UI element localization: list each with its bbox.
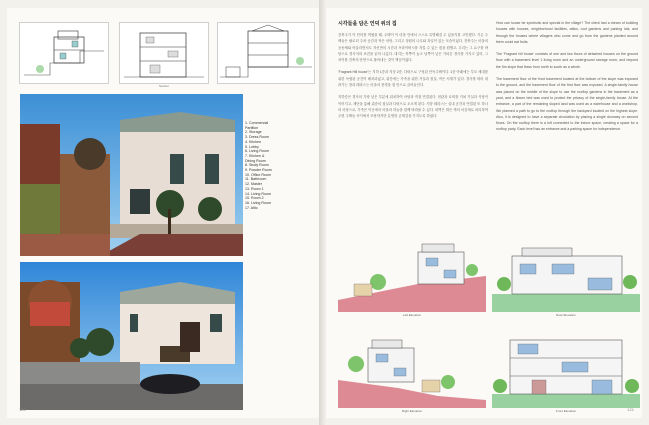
legend-item: 9. Powder Room — [245, 168, 272, 173]
english-body — [496, 20, 638, 139]
left-page — [7, 8, 319, 418]
page-number-right: 121 — [627, 407, 634, 412]
room-legend — [245, 121, 317, 210]
korean-paragraph: 건축주가 이 단어를 꺼냈을 때, 주택이 이 마을 안에서 스스로 특별해질 수 있을지를 고민했다. 기존 주택들은 필로티 주차 공간과 작은 마당, 그리고 정원의 나무와 과일이 있는 모습이었다. 건축주는 마을의 공동체와 어울리면서도 자신만의 시간과 프라이버시를 지킬 수 있는 집을 원했고, 우리는 그 요구를 바탕으로 경사지의 조건을 읽어 나갔다. 대지는 북쪽이 높고 남쪽이 낮은 가파른 경사를 가지고 있어, 그 차이를 건축의 단면으로 풀어내는 것이 핵심이었다. — [338, 33, 488, 63]
english-paragraph: How can house be symbiotic and special in the village? The client had a dream of building houses with houses, neighborhood facilities, attics, roof gardens and parking lots, and through the houses where villagers who come and go from the gardens planted around them could eat fruits. — [496, 21, 638, 44]
legend-item: 14. Living Room — [245, 191, 271, 196]
section-drawing-1 — [19, 22, 109, 84]
legend-item: 8. Study Room — [245, 163, 269, 168]
front-elevation-drawing — [492, 330, 640, 408]
legend-item: Partition — [245, 125, 259, 130]
korean-paragraph: 지하층은 경사의 가장 낮은 부분에 위치하여 마당과 직접 연결된다. 현관과 로비를 거쳐 거실과 식당이 이어지고, 계단을 통해 위층의 침실과 다락으로 오르게 된다. 지붕 테라스는 실내 공간과 연결된 또 하나의 마당으로, 가족은 이곳에서 마을과 하늘을 함께 바라볼 수 있다. 외벽은 밝은 색의 마감재로 처리하여 주변 주택들 사이에서 조용하지만 분명한 존재감을 가지도록 하였다. — [338, 95, 488, 119]
legend-item: 3. Dress Room — [245, 135, 269, 140]
section-caption: Section — [159, 84, 170, 88]
elevation-caption: Left Elevation — [402, 313, 422, 317]
elevation-caption: Right Elevation — [401, 409, 423, 413]
right-elevation-drawing — [338, 330, 486, 408]
page-number-left: 120 — [19, 407, 26, 412]
korean-body — [338, 32, 488, 126]
legend-item: 12. Master — [245, 182, 262, 187]
elevation-caption: Front Elevation — [555, 409, 577, 413]
right-elevation — [338, 330, 486, 416]
rear-elevation-drawing — [492, 234, 640, 312]
rear-elevation — [492, 234, 640, 320]
house-photo-courtyard — [20, 94, 243, 256]
korean-title: 시각들을 담은 언덕 위의 집 — [338, 21, 397, 27]
legend-item: 2. Storage — [245, 130, 262, 135]
section-drawing-2 — [119, 22, 209, 84]
front-elevation — [492, 330, 640, 416]
english-paragraph: The 'Fragrant hill house' consists of one and two floors of detached houses on the ground floor with a basement level 1 living room and an underground storage room, and beyond the 5m slope that flows from north to south as a whole. — [496, 52, 638, 69]
legend-item: 7. Kitchen & — [245, 153, 265, 158]
gutter — [319, 0, 326, 425]
elevation-caption: Rear Elevation — [556, 313, 576, 317]
left-elevation — [338, 234, 486, 320]
legend-item: 11. Bathroom — [245, 177, 267, 182]
english-paragraph: The basement floor of the front basement located at the bottom of the slope was exposed to the ground, and the basement floor of the first floor was exposed. A single-family house was placed on the middle of the slope to use the rooftop gardens in the basement as a yard, and a flower bed was used to protect the privacy of the single-family house. At the entrance, a part of the remaining sloped land was used as a warehouse and a workshop. We planned a path to go to the rooftop through the backyard located on the highest slope. Also, it is designed to have a separate circulation by placing a single doorway on second floors. On the rooftop there is a loft connected to the indoor space, creating a space for a rooftop party. Each level has an entrance and a parking space for independence. — [496, 77, 638, 132]
legend-item: 13. Room 1 — [245, 186, 264, 191]
house-photo-street — [20, 262, 243, 410]
korean-paragraph: 'Fragrant Hill house'는 지하 1층과 지상 2층, 다락으로 구성된 단독주택이다. 1층 아래에는 부모 세대를 위한 독립된 공간이 배치되었고, 위층에는 가족을 위한 거실과 침실, 작은 서재가 있다. 경사를 따라 내려가는 창과 테라스는 마을의 풍경을 집 안으로 끌어들인다. — [338, 70, 488, 88]
legend-item: Dining Room — [245, 158, 266, 163]
legend-item: 6. Living Room — [245, 149, 269, 154]
right-page — [326, 8, 642, 418]
legend-item: 4. Kitchen — [245, 139, 261, 144]
legend-item: 16. Living Room — [245, 200, 271, 205]
left-elevation-drawing — [338, 234, 486, 312]
legend-item: 10. Office Room — [245, 172, 271, 177]
legend-item: 15. Room 2 — [245, 196, 264, 201]
legend-item: 17. Attic — [245, 205, 258, 210]
legend-item: 1. Commercial — [245, 121, 269, 125]
section-drawing-3 — [217, 22, 315, 84]
legend-item: 5. Lobby — [245, 144, 259, 149]
